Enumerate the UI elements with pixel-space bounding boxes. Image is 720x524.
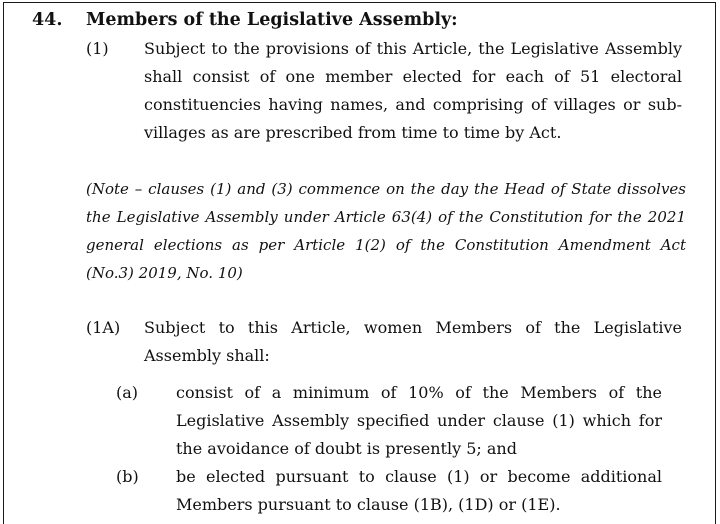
sub-item-a-label: (a)	[116, 383, 139, 402]
clause-1-label: (1)	[86, 39, 109, 58]
commencement-note: (Note – clauses (1) and (3) commence on the day the Head of State dissolves the Legislative Assembly under Article 63(4) of the Constitution for the 2021 general elections as per Article 1(2) of the Constitution Amendment Act (No.3) 2019, No. 10)	[86, 180, 686, 282]
section-number: 44.	[32, 10, 63, 30]
document-page	[3, 2, 716, 524]
sub-item-b-label: (b)	[116, 467, 139, 486]
sub-item-a-text: consist of a minimum of 10% of the Members of the Legislative Assembly specified under clause (1) which for the avoidance of doubt is presently 5; and	[176, 383, 662, 458]
section-title: Members of the Legislative Assembly:	[86, 10, 458, 30]
clause-1-text: Subject to the provisions of this Article, the Legislative Assembly shall consist of one member elected for each of 51 electoral constituencies having names, and comprising of villages or sub-villages as are prescribed from time to time by Act.	[144, 39, 682, 142]
clause-1a-text: Subject to this Article, women Members of the Legislative Assembly shall:	[144, 318, 682, 365]
clause-1a-label: (1A)	[86, 318, 121, 337]
sub-item-b-text: be elected pursuant to clause (1) or become additional Members pursuant to clause (1B), (1D) or (1E).	[176, 467, 662, 514]
